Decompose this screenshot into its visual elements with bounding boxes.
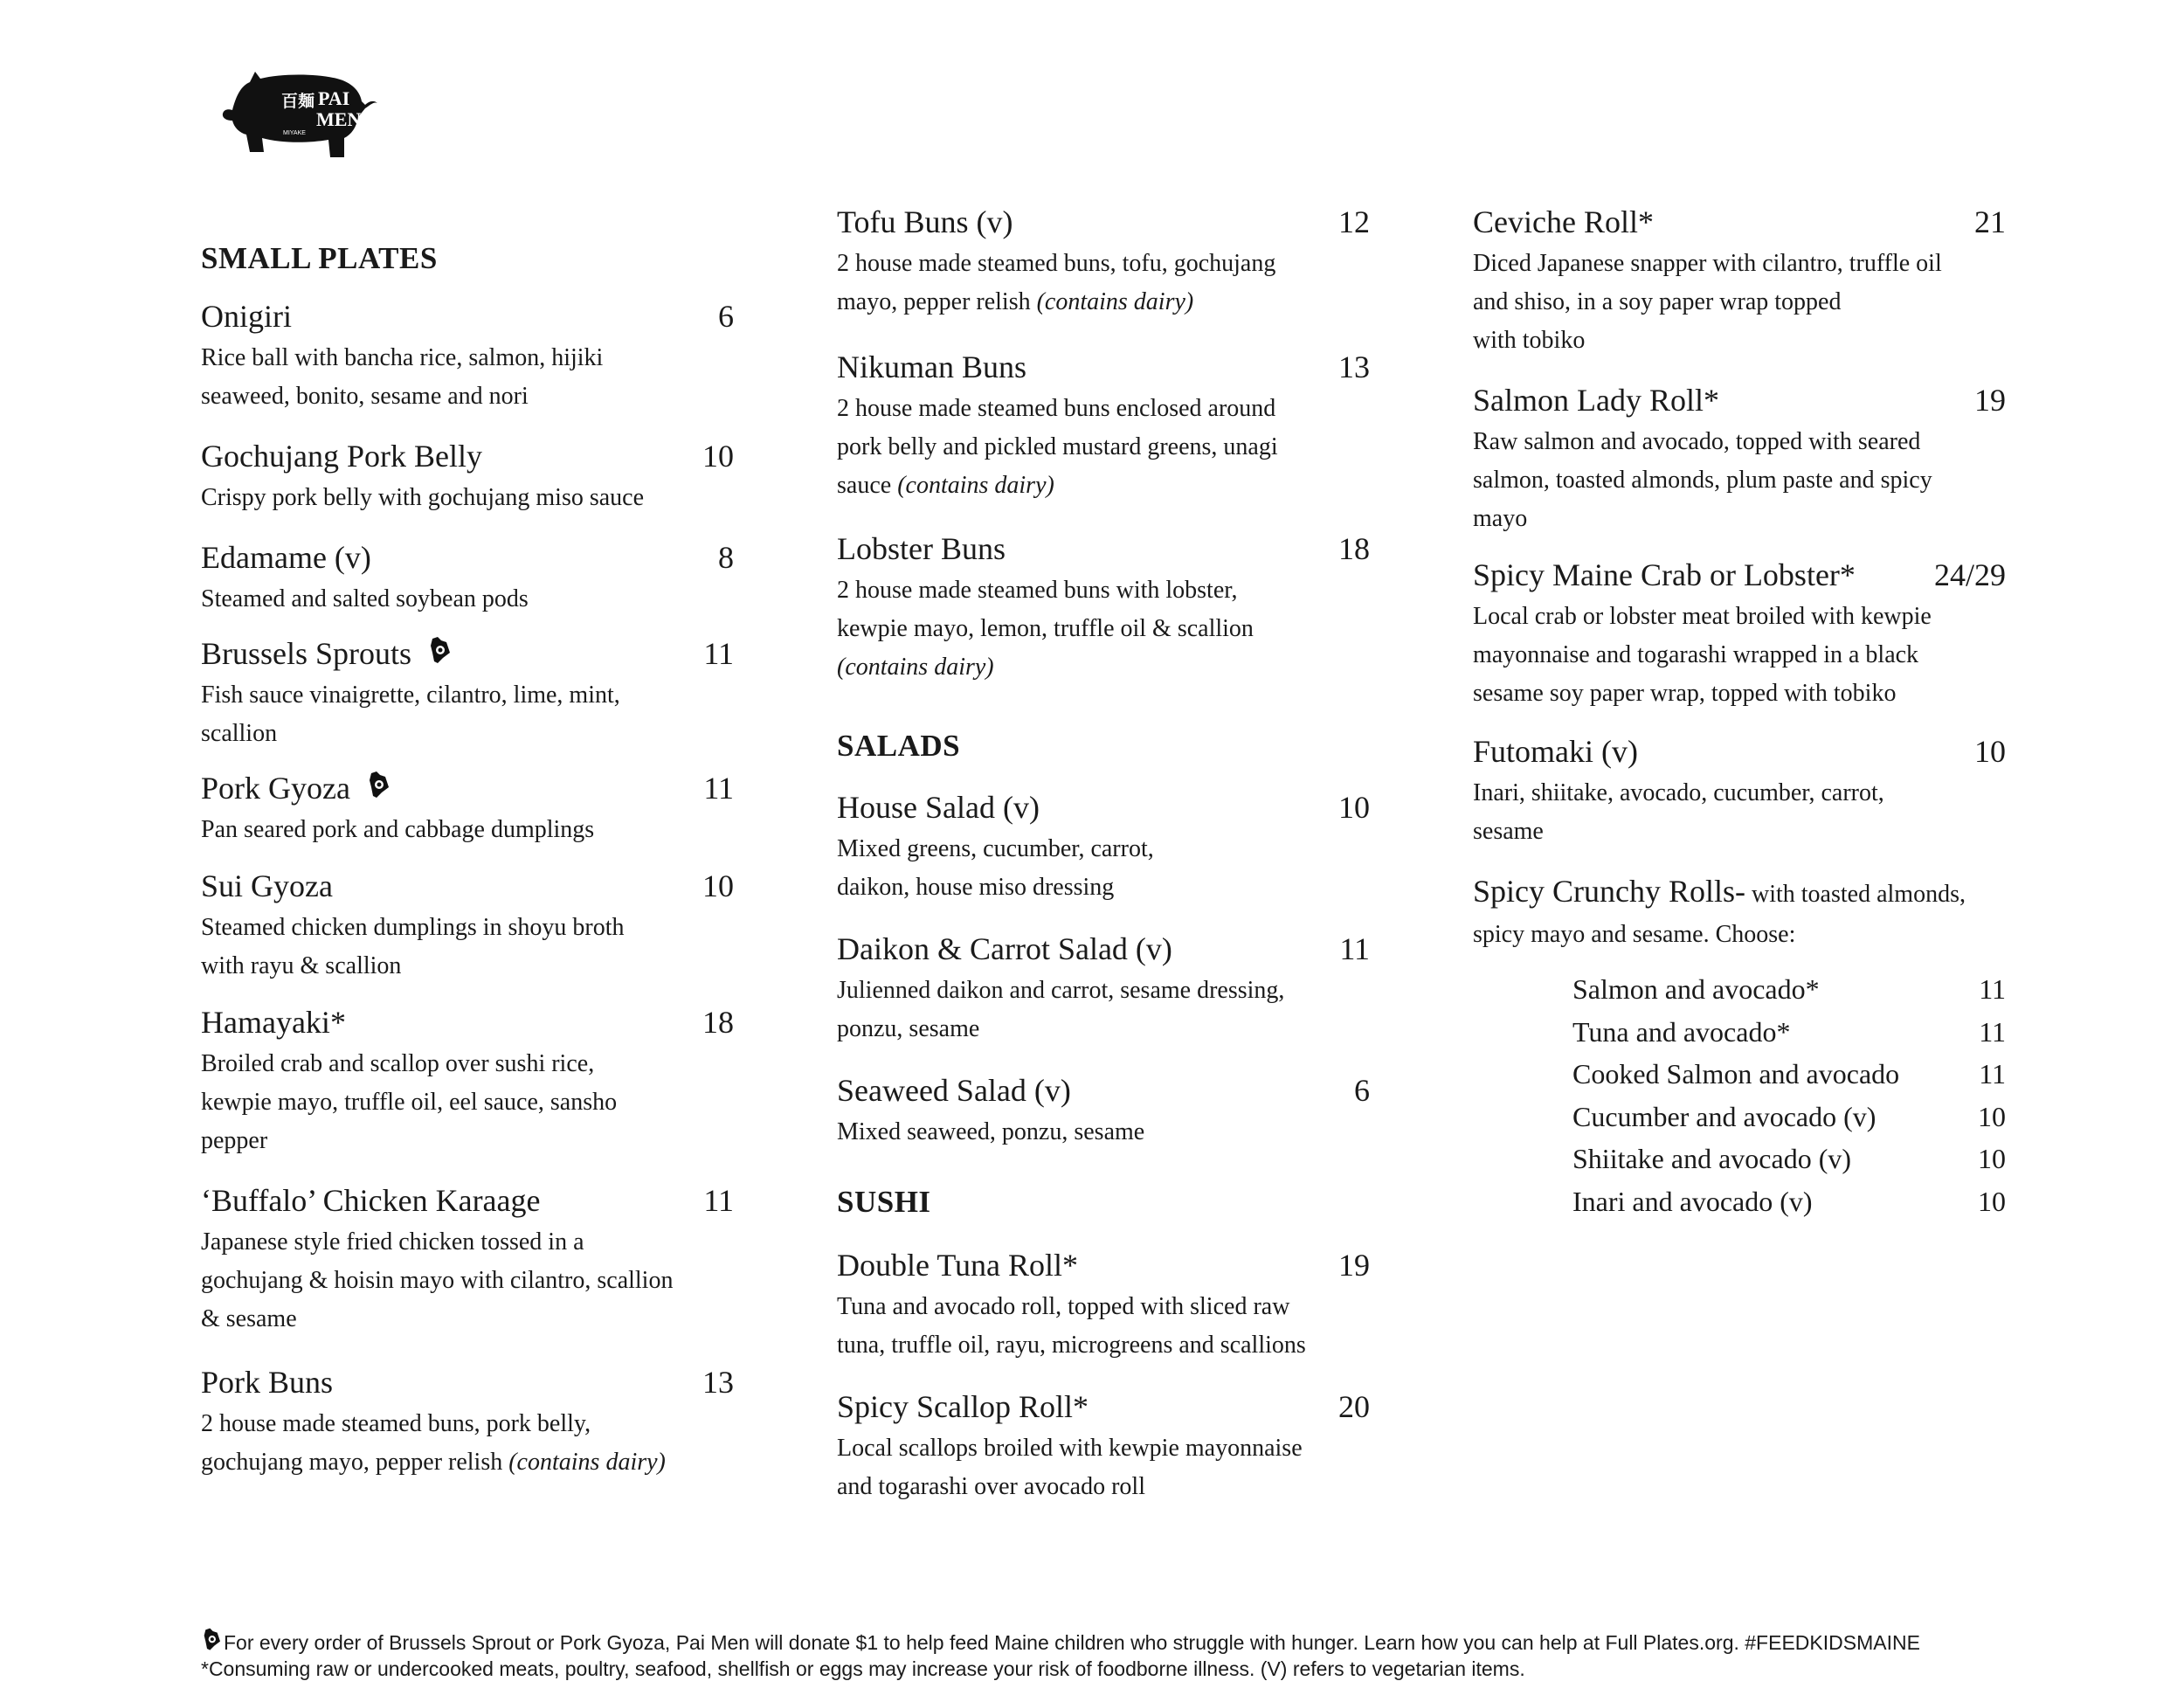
menu-item-description xyxy=(201,580,734,619)
maine-icon xyxy=(366,769,390,802)
description-line: Fish sauce vinaigrette, cilantro, lime, mint, xyxy=(201,681,620,709)
description-line: Mixed seaweed, ponzu, sesame xyxy=(837,1118,1145,1145)
menu-item-price: 10 xyxy=(702,868,734,903)
logo-kanji: 百麺 xyxy=(281,93,315,111)
description-line: with rayu & scallion xyxy=(201,952,402,979)
menu-item-description xyxy=(201,1045,734,1160)
menu-item-name: Brussels Sprouts xyxy=(201,636,412,671)
menu-item xyxy=(201,634,734,753)
menu-item xyxy=(837,1071,1370,1152)
menu-item-description xyxy=(837,390,1370,505)
menu-item-name: Seaweed Salad (v) xyxy=(837,1073,1071,1108)
menu-item-name: Edamame (v) xyxy=(201,540,371,575)
spicy-crunchy-rolls xyxy=(1473,872,2015,954)
menu-item-header xyxy=(201,769,734,807)
menu-item-price: 11 xyxy=(703,771,734,806)
menu-item-header xyxy=(1473,381,2006,419)
menu-item-description xyxy=(201,1405,734,1482)
crunchy-rolls-desc: spicy mayo and sesame. Choose: xyxy=(1473,921,1796,948)
menu-item-name: Pork Buns xyxy=(201,1365,334,1400)
menu-item-name: Double Tuna Roll* xyxy=(837,1248,1079,1283)
description-line: sauce (contains dairy) xyxy=(837,472,1054,499)
menu-item-header xyxy=(837,529,1370,568)
menu-item xyxy=(1473,732,2006,851)
footer-line-2: *Consuming raw or undercooked meats, poultry, seafood, shellfish or eggs may increase your risk of foodborne illness. (V) refers to vegetarian items. xyxy=(201,1657,1525,1680)
crunchy-option xyxy=(1572,1014,2006,1049)
menu-item xyxy=(201,1363,734,1482)
maine-icon xyxy=(427,634,452,668)
description-line: Inari, shiitake, avocado, cucumber, carrot, xyxy=(1473,779,1884,806)
menu-item-header xyxy=(837,1246,1370,1284)
crunchy-option-price: 11 xyxy=(1979,973,2006,1005)
menu-item xyxy=(201,437,734,517)
description-line: Steamed and salted soybean pods xyxy=(201,585,529,612)
menu-item-name: Sui Gyoza xyxy=(201,868,333,903)
description-line: Raw salmon and avocado, topped with seared xyxy=(1473,428,1921,455)
description-line: Rice ball with bancha rice, salmon, hijiki xyxy=(201,344,604,371)
menu-item-price: 18 xyxy=(702,1005,734,1040)
menu-item-name: Hamayaki* xyxy=(201,1005,346,1040)
menu-item-name: Onigiri xyxy=(201,299,292,334)
menu-item xyxy=(837,1387,1370,1506)
menu-item xyxy=(201,1003,734,1160)
description-line: sesame soy paper wrap, topped with tobiko xyxy=(1473,680,1897,707)
menu-item-price: 13 xyxy=(1338,349,1370,384)
logo-small-text: MIYAKE xyxy=(283,130,306,136)
menu-item-description xyxy=(837,245,1370,322)
menu-item xyxy=(201,538,734,619)
description-line: kewpie mayo, truffle oil, eel sauce, sansho xyxy=(201,1089,618,1116)
menu-item-price: 20 xyxy=(1338,1389,1370,1424)
menu-item-header xyxy=(201,867,734,905)
menu-item xyxy=(837,930,1370,1048)
description-line: and shiso, in a soy paper wrap topped xyxy=(1473,288,1842,315)
menu-item-header xyxy=(1473,732,2006,771)
crunchy-option-price: 10 xyxy=(1978,1143,2006,1175)
menu-item-header xyxy=(1473,556,2006,594)
menu-item-header xyxy=(1473,203,2006,241)
crunchy-option-price: 11 xyxy=(1979,1015,2006,1048)
dairy-note: (contains dairy) xyxy=(897,472,1054,499)
section-title-salads: SALADS xyxy=(837,729,961,763)
description-line: Broiled crab and scallop over sushi rice, xyxy=(201,1050,595,1077)
menu-item-price: 10 xyxy=(702,439,734,474)
description-line: salmon, toasted almonds, plum paste and spicy xyxy=(1473,467,1932,494)
description-line: Diced Japanese snapper with cilantro, truffle oil xyxy=(1473,250,1942,277)
menu-item-price: 19 xyxy=(1974,383,2006,418)
crunchy-rolls-name: Spicy Crunchy Rolls- xyxy=(1473,874,1745,909)
menu-item-price: 19 xyxy=(1338,1248,1370,1283)
menu-item xyxy=(837,529,1370,687)
menu-item-header xyxy=(201,297,734,336)
description-line: daikon, house miso dressing xyxy=(837,874,1115,901)
menu-item xyxy=(837,348,1370,505)
description-line: mayo, pepper relish (contains dairy) xyxy=(837,288,1194,315)
description-line: ponzu, sesame xyxy=(837,1015,980,1042)
menu-item xyxy=(837,1246,1370,1365)
menu-item-price: 10 xyxy=(1974,734,2006,769)
menu-item-description xyxy=(201,479,734,517)
description-line: sesame xyxy=(1473,818,1544,845)
menu-item-name: Spicy Scallop Roll* xyxy=(837,1389,1089,1424)
menu-item-header xyxy=(837,930,1370,968)
menu-item-description xyxy=(837,571,1370,687)
menu-item-price: 11 xyxy=(703,1183,734,1218)
description-line: and togarashi over avocado roll xyxy=(837,1473,1145,1500)
description-line: with tobiko xyxy=(1473,327,1586,354)
description-line: gochujang mayo, pepper relish (contains dairy) xyxy=(201,1449,666,1476)
crunchy-option xyxy=(1572,1141,2006,1176)
description-line: Local scallops broiled with kewpie mayonnaise xyxy=(837,1435,1303,1462)
menu-item-description xyxy=(837,830,1370,907)
menu-item-price: 18 xyxy=(1338,531,1370,566)
menu-item xyxy=(1473,556,2006,713)
crunchy-option xyxy=(1572,1099,2006,1134)
menu-item-name: Daikon & Carrot Salad (v) xyxy=(837,931,1172,966)
menu-item-description xyxy=(201,811,734,849)
description-line: 2 house made steamed buns with lobster, xyxy=(837,577,1238,604)
menu-item-description xyxy=(201,909,734,986)
menu-item-description xyxy=(1473,423,2006,538)
description-line: gochujang & hoisin mayo with cilantro, scallion xyxy=(201,1267,674,1294)
menu-item-description xyxy=(1473,598,2006,713)
menu-item-price: 8 xyxy=(718,540,734,575)
menu-item xyxy=(201,867,734,986)
pig-logo-icon xyxy=(220,65,395,173)
pai-men-logo xyxy=(220,65,395,173)
crunchy-option-name: Inari and avocado (v) xyxy=(1572,1186,1813,1217)
menu-item-header xyxy=(201,437,734,475)
menu-item xyxy=(201,297,734,416)
crunchy-option xyxy=(1572,1184,2006,1219)
description-line: Mixed greens, cucumber, carrot, xyxy=(837,835,1154,862)
menu-item-price: 11 xyxy=(1339,931,1370,966)
menu-item-header xyxy=(837,788,1370,827)
crunchy-option-price: 10 xyxy=(1978,1100,2006,1132)
menu-item-price: 21 xyxy=(1974,204,2006,239)
menu-item-name: Pork Gyoza xyxy=(201,771,350,806)
crunchy-option-name: Salmon and avocado* xyxy=(1572,973,1820,1005)
maine-icon xyxy=(201,1627,222,1653)
menu-item-header xyxy=(201,538,734,577)
description-line: Japanese style fried chicken tossed in a xyxy=(201,1228,584,1256)
description-line: & sesame xyxy=(201,1305,297,1332)
menu-item-price: 12 xyxy=(1338,204,1370,239)
crunchy-option xyxy=(1572,972,2006,1007)
menu-item-name: Tofu Buns (v) xyxy=(837,204,1013,239)
dairy-note: (contains dairy) xyxy=(837,654,994,681)
crunchy-option-name: Tuna and avocado* xyxy=(1572,1015,1791,1048)
menu-item-name: Gochujang Pork Belly xyxy=(201,439,482,474)
dairy-note: (contains dairy) xyxy=(508,1449,666,1476)
menu-item-price: 10 xyxy=(1338,790,1370,825)
description-line: 2 house made steamed buns, tofu, gochujang xyxy=(837,250,1276,277)
crunchy-option-name: Cooked Salmon and avocado xyxy=(1572,1058,1900,1090)
menu-item xyxy=(837,788,1370,907)
menu-item-description xyxy=(837,972,1370,1048)
description-line: kewpie mayo, lemon, truffle oil & scallion xyxy=(837,615,1254,642)
description-line: scallion xyxy=(201,720,278,747)
section-title-sushi: SUSHI xyxy=(837,1185,931,1219)
menu-item-header xyxy=(201,634,734,673)
menu-item-name: Spicy Maine Crab or Lobster* xyxy=(1473,557,1856,592)
description-line: mayonnaise and togarashi wrapped in a black xyxy=(1473,641,1919,668)
menu-item-name: ‘Buffalo’ Chicken Karaage xyxy=(201,1183,541,1218)
menu-item-header xyxy=(201,1003,734,1041)
menu-item-description xyxy=(837,1288,1370,1365)
description-line: mayo xyxy=(1473,505,1528,532)
description-line: Julienned daikon and carrot, sesame dressing, xyxy=(837,977,1285,1004)
menu-item-name: Salmon Lady Roll* xyxy=(1473,383,1719,418)
menu-item-header xyxy=(837,1387,1370,1426)
menu-item-name: Futomaki (v) xyxy=(1473,734,1638,769)
menu-item-price: 13 xyxy=(702,1365,734,1400)
menu-item xyxy=(201,1181,734,1339)
menu-item-description xyxy=(201,1223,734,1339)
description-line: Pan seared pork and cabbage dumplings xyxy=(201,816,595,843)
menu-item-description xyxy=(837,1113,1370,1152)
menu-item-description xyxy=(201,676,734,753)
description-line: 2 house made steamed buns, pork belly, xyxy=(201,1410,591,1437)
menu-item-name: Nikuman Buns xyxy=(837,349,1027,384)
description-line: Local crab or lobster meat broiled with kewpie xyxy=(1473,603,1932,630)
menu-item-name: Lobster Buns xyxy=(837,531,1006,566)
description-line: pork belly and pickled mustard greens, unagi xyxy=(837,433,1278,460)
menu-item xyxy=(1473,381,2006,538)
menu-item-price: 24/29 xyxy=(1933,557,2006,592)
crunchy-option-price: 11 xyxy=(1979,1058,2006,1090)
menu-item-description xyxy=(1473,245,2006,360)
section-title-small-plates: SMALL PLATES xyxy=(201,241,438,275)
menu-item xyxy=(837,203,1370,322)
menu-item-name: House Salad (v) xyxy=(837,790,1040,825)
description-line: tuna, truffle oil, rayu, microgreens and scallions xyxy=(837,1332,1306,1359)
crunchy-option-name: Shiitake and avocado (v) xyxy=(1572,1143,1851,1175)
description-line: Tuna and avocado roll, topped with sliced raw xyxy=(837,1293,1290,1320)
menu-item-price: 11 xyxy=(703,636,734,671)
description-line: Steamed chicken dumplings in shoyu broth xyxy=(201,914,625,941)
menu-item-header xyxy=(837,203,1370,241)
logo-text-top: PAI xyxy=(318,87,350,109)
menu-item xyxy=(201,769,734,849)
menu-item-description xyxy=(1473,774,2006,851)
footer-line-1: For every order of Brussels Sprout or Pork Gyoza, Pai Men will donate $1 to help feed Maine children who struggle with hunger. Learn how you can help at Full Plates.org. #FEEDKIDSMAINE xyxy=(224,1631,1920,1654)
menu-item-description xyxy=(201,339,734,416)
crunchy-option-price: 10 xyxy=(1978,1186,2006,1217)
description-line: seaweed, bonito, sesame and nori xyxy=(201,383,529,410)
menu-item-header xyxy=(201,1181,734,1220)
menu-item-description xyxy=(837,1429,1370,1506)
menu-item-price: 6 xyxy=(1354,1073,1370,1108)
dairy-note: (contains dairy) xyxy=(1036,288,1194,315)
footer-donation-note xyxy=(201,1627,1920,1657)
menu-item-name: Ceviche Roll* xyxy=(1473,204,1654,239)
logo-text-bottom: MEN xyxy=(316,108,362,130)
menu-item-header xyxy=(837,1071,1370,1110)
crunchy-rolls-tail: with toasted almonds, xyxy=(1745,881,1966,908)
menu-item xyxy=(1473,203,2006,360)
menu-item-header xyxy=(201,1363,734,1401)
description-line: 2 house made steamed buns enclosed around xyxy=(837,395,1276,422)
crunchy-option-name: Cucumber and avocado (v) xyxy=(1572,1100,1876,1132)
crunchy-option xyxy=(1572,1056,2006,1091)
description-line: Crispy pork belly with gochujang miso sauce xyxy=(201,484,645,511)
menu-item-header xyxy=(837,348,1370,386)
description-line: pepper xyxy=(201,1127,268,1154)
menu-item-price: 6 xyxy=(718,299,734,334)
